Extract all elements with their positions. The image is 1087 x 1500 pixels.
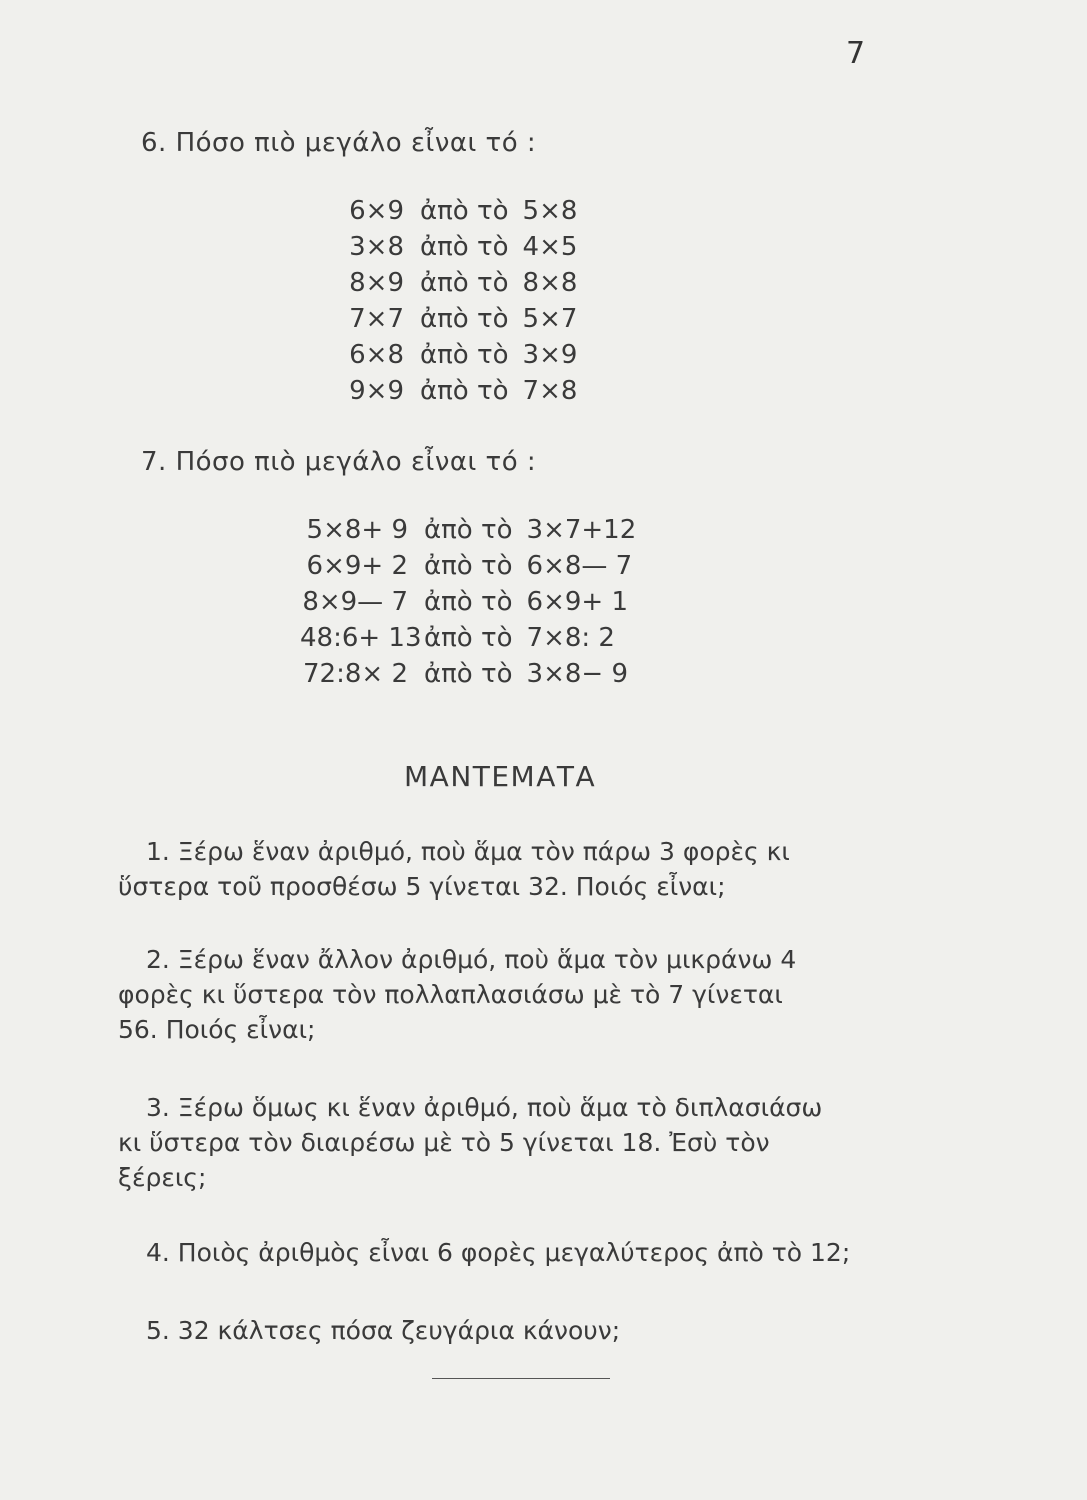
- end-rule: [432, 1378, 610, 1379]
- table-row: 7×7 ἀπὸ τὸ 5×7: [349, 304, 578, 334]
- table-row: 6×9+ 2 ἀπὸ τὸ 6×8— 7: [306, 551, 633, 581]
- table-row: 3×8 ἀπὸ τὸ 4×5: [349, 232, 578, 262]
- riddle-2: 2. Ξέρω ἕναν ἄλλον ἀριθμό, ποὺ ἅμα τὸν μικράνω 4 φορὲς κι ὕστερα τὸν πολλαπλασιάσω μὲ τὸ 7 γίνεται 56. Ποιός εἶναι;: [118, 945, 797, 1044]
- riddle-5: 5. 32 κάλτσες πόσα ζευγάρια κάνουν;: [146, 1316, 621, 1345]
- exercise-7-table: [300, 512, 636, 692]
- exercise-6-heading: 6. Πόσο πιὸ μεγάλο εἶναι τό :: [141, 128, 537, 158]
- table-row: 6×8 ἀπὸ τὸ 3×9: [349, 340, 578, 370]
- table-row: 6×9 ἀπὸ τὸ 5×8: [349, 196, 578, 226]
- table-row: 9×9 ἀπὸ τὸ 7×8: [349, 376, 578, 406]
- riddle-4: 4. Ποιὸς ἀριθμὸς εἶναι 6 φορὲς μεγαλύτερος ἀπὸ τὸ 12;: [146, 1238, 851, 1267]
- table-row: 8×9 ἀπὸ τὸ 8×8: [349, 268, 578, 298]
- table-row: 5×8+ 9 ἀπὸ τὸ 3×7+12: [306, 515, 637, 545]
- table-row: 72:8× 2 ἀπὸ τὸ 3×8− 9: [303, 659, 628, 689]
- exercise-6-table: [320, 193, 577, 409]
- page-number: 7: [846, 36, 866, 71]
- table-row: 8×9— 7 ἀπὸ τὸ 6×9+ 1: [302, 587, 628, 617]
- riddle-3: 3. Ξέρω ὅμως κι ἕναν ἀριθμό, ποὺ ἅμα τὸ διπλασιάσω κι ὕστερα τὸν διαιρέσω μὲ τὸ 5 γίνεται 18. Ἐσὺ τὸν ξέρεις;: [118, 1093, 823, 1192]
- table-row: 48:6+ 13 ἀπὸ τὸ 7×8: 2: [300, 623, 615, 653]
- exercise-7-heading: 7. Πόσο πιὸ μεγάλο εἶναι τό :: [141, 447, 537, 477]
- riddles-title: ΜΑΝΤΕΜΑΤΑ: [404, 760, 597, 793]
- riddle-1: 1. Ξέρω ἕναν ἀριθμό, ποὺ ἅμα τὸν πάρω 3 φορὲς κι ὕστερα τοῦ προσθέσω 5 γίνεται 32. Ποιός εἶναι;: [118, 837, 790, 901]
